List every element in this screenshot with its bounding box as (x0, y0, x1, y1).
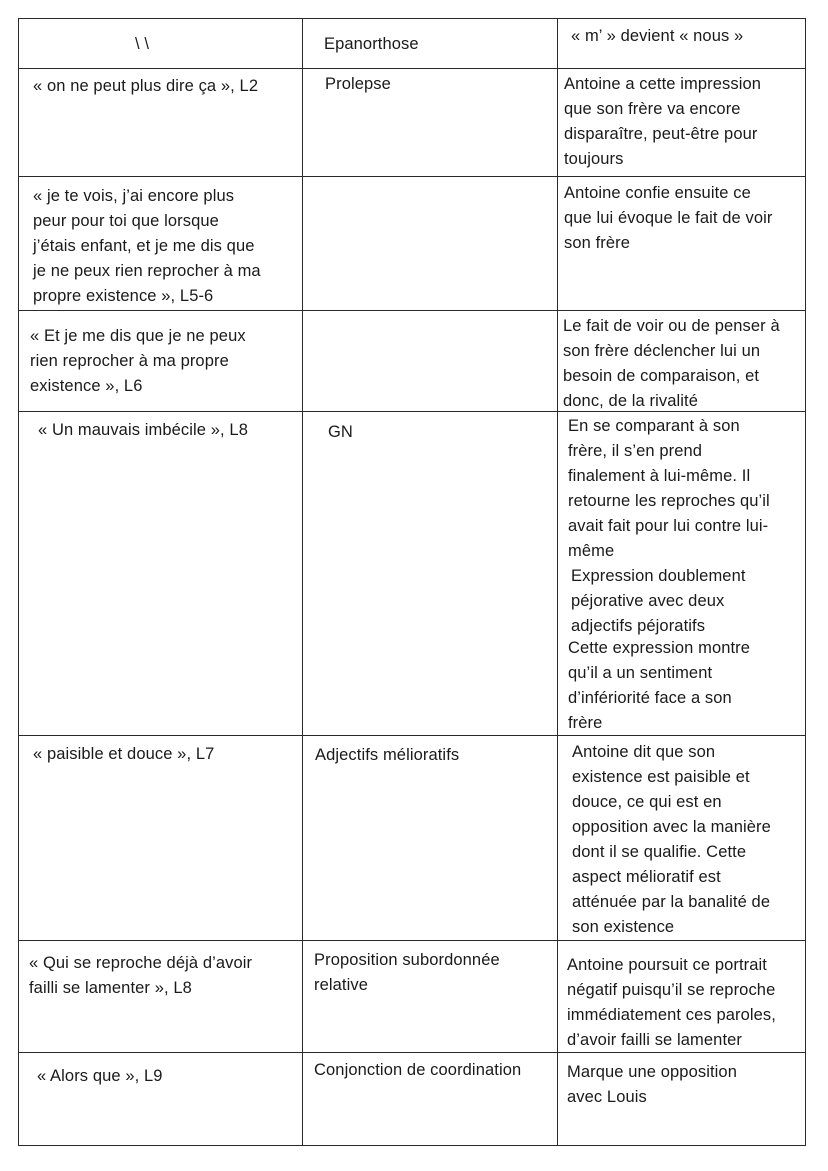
header-col3: « m’ » devient « nous » (571, 27, 744, 45)
row4-figure: GN (328, 423, 353, 441)
row-divider (18, 310, 806, 311)
table-border-top (18, 18, 806, 19)
row1-analysis: Antoine a cette impression que son frère va encore disparaître, peut-être pour toujours (564, 75, 762, 168)
row-divider (18, 176, 806, 177)
row3-quote: « Et je me dis que je ne peux rien reprocher à ma propre existence », L6 (30, 327, 246, 395)
row7-analysis: Marque une opposition avec Louis (567, 1063, 737, 1106)
row5-quote: « paisible et douce », L7 (33, 745, 215, 763)
row6-quote: « Qui se reproche déjà d’avoir failli se lamenter », L8 (29, 954, 253, 997)
row2-quote: « je te vois, j’ai encore plus peur pour toi que lorsque j’étais enfant, et je me dis que je ne peux rien reprocher à ma propre existence », L5-6 (33, 187, 261, 305)
column-divider (557, 18, 558, 1146)
header-col2: Epanorthose (324, 35, 419, 53)
row-divider (18, 940, 806, 941)
header-col1: \ \ (135, 35, 150, 53)
row4-analysis: En se comparant à son frère, il s’en prend finalement à lui-même. Il retourne les reproches qu’il avait fait pour lui contre lui- même (568, 417, 770, 560)
row4-analysis-conclusion: Cette expression montre qu’il a un sentiment d’infériorité face a son frère (568, 639, 751, 732)
row2-analysis: Antoine confie ensuite ce que lui évoque le fait de voir son frère (564, 184, 773, 252)
table-border-left (18, 18, 19, 1146)
row6-figure: Proposition subordonnée relative (314, 951, 500, 994)
row7-quote: « Alors que », L9 (37, 1067, 163, 1085)
row1-quote: « on ne peut plus dire ça », L2 (33, 77, 259, 95)
row4-analysis-extra: Expression doublement péjorative avec deux adjectifs péjoratifs (571, 567, 746, 635)
table-border-right (805, 18, 806, 1146)
row1-figure: Prolepse (325, 75, 391, 93)
row5-figure: Adjectifs mélioratifs (315, 746, 460, 764)
table-border-bottom (18, 1145, 806, 1146)
row-divider (18, 68, 806, 69)
row4-quote: « Un mauvais imbécile », L8 (38, 421, 248, 439)
row7-figure: Conjonction de coordination (314, 1061, 522, 1079)
row6-analysis: Antoine poursuit ce portrait négatif puisqu’il se reproche immédiatement ces paroles, d’avoir failli se lamenter (567, 956, 776, 1049)
row3-analysis: Le fait de voir ou de penser à son frère déclencher lui un besoin de comparaison, et donc, de la rivalité (563, 317, 780, 410)
column-divider (302, 18, 303, 1146)
row5-analysis: Antoine dit que son existence est paisible et douce, ce qui est en opposition avec la manière dont il se qualifie. Cette aspect mélioratif est atténuée par la banalité de son existence (572, 743, 771, 936)
